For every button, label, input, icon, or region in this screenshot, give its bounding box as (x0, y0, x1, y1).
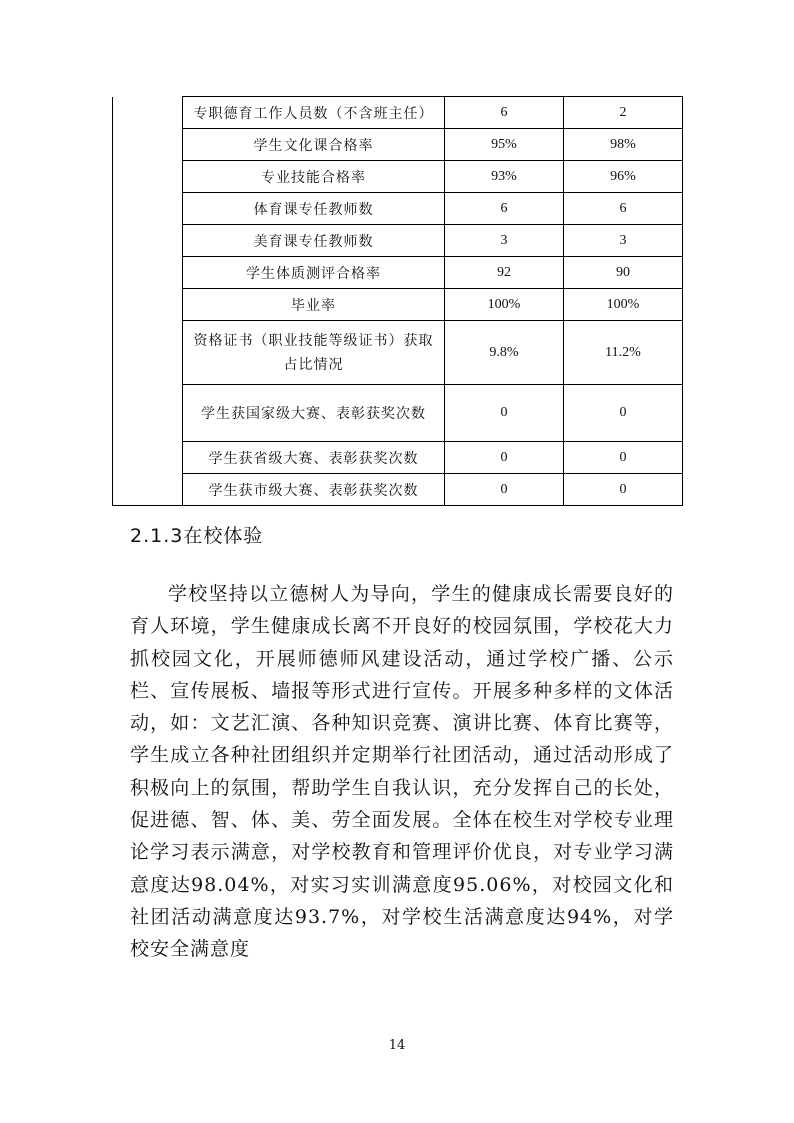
row-label: 体育课专任教师数 (183, 193, 445, 225)
table-row (113, 474, 683, 506)
row-label: 学生获国家级大赛、表彰获奖次数 (183, 385, 445, 442)
row-label: 资格证书（职业技能等级证书）获取占比情况 (183, 321, 445, 385)
table-row (113, 257, 683, 289)
value-cell-2: 100% (564, 289, 683, 321)
table-row (113, 97, 683, 129)
row-label: 专业技能合格率 (183, 161, 445, 193)
table-row (113, 193, 683, 225)
value-cell-2: 2 (564, 97, 683, 129)
value-cell-2: 0 (564, 442, 683, 474)
table-row (113, 385, 683, 442)
row-label: 学生获市级大赛、表彰获奖次数 (183, 474, 445, 506)
value-cell-1: 0 (445, 474, 564, 506)
value-cell-1: 6 (445, 193, 564, 225)
row-label: 专职德育工作人员数（不含班主任） (183, 97, 445, 129)
table-row (113, 321, 683, 385)
table-row (113, 442, 683, 474)
value-cell-1: 6 (445, 97, 564, 129)
value-cell-2: 0 (564, 385, 683, 442)
value-cell-2: 90 (564, 257, 683, 289)
row-label: 学生文化课合格率 (183, 129, 445, 161)
row-label: 美育课专任教师数 (183, 225, 445, 257)
value-cell-1: 93% (445, 161, 564, 193)
value-cell-2: 11.2% (564, 321, 683, 385)
value-cell-2: 98% (564, 129, 683, 161)
page-number: 14 (388, 1038, 406, 1053)
row-label: 毕业率 (183, 289, 445, 321)
table-row (113, 161, 683, 193)
row-label: 学生获省级大赛、表彰获奖次数 (183, 442, 445, 474)
body-paragraph: 学校坚持以立德树人为导向，学生的健康成长需要良好的育人环境，学生健康成长离不开良好的校园氛围，学校花大力抓校园文化，开展师德师风建设活动，通过学校广播、公示栏、宣传展板、墙报等形式进行宣传。开展多种多样的文体活动，如：文艺汇演、各种知识竞赛、演讲比赛、体育比赛等，学生成立各种社团组织并定期举行社团活动，通过活动形成了积极向上的氛围，帮助学生自我认识，充分发挥自己的长处，促进德、智、体、美、劳全面发展。全体在校生对学校专业理论学习表示满意，对学校教育和管理评价优良，对专业学习满意度达98.04%，对实习实训满意度95.06%，对校园文化和社团活动满意度达93.7%，对学校生活满意度达94%，对学校安全满意度 (130, 583, 674, 961)
value-cell-1: 9.8% (445, 321, 564, 385)
value-cell-1: 92 (445, 257, 564, 289)
value-cell-1: 0 (445, 442, 564, 474)
statistics-table (112, 96, 683, 506)
section-heading: 2.1.3在校体验 (130, 525, 264, 547)
table-row (113, 129, 683, 161)
table-row (113, 289, 683, 321)
value-cell-2: 96% (564, 161, 683, 193)
merged-category-cell (113, 97, 183, 506)
value-cell-1: 0 (445, 385, 564, 442)
value-cell-2: 3 (564, 225, 683, 257)
table-row (113, 225, 683, 257)
value-cell-1: 3 (445, 225, 564, 257)
value-cell-2: 6 (564, 193, 683, 225)
value-cell-1: 100% (445, 289, 564, 321)
row-label: 学生体质测评合格率 (183, 257, 445, 289)
value-cell-2: 0 (564, 474, 683, 506)
value-cell-1: 95% (445, 129, 564, 161)
